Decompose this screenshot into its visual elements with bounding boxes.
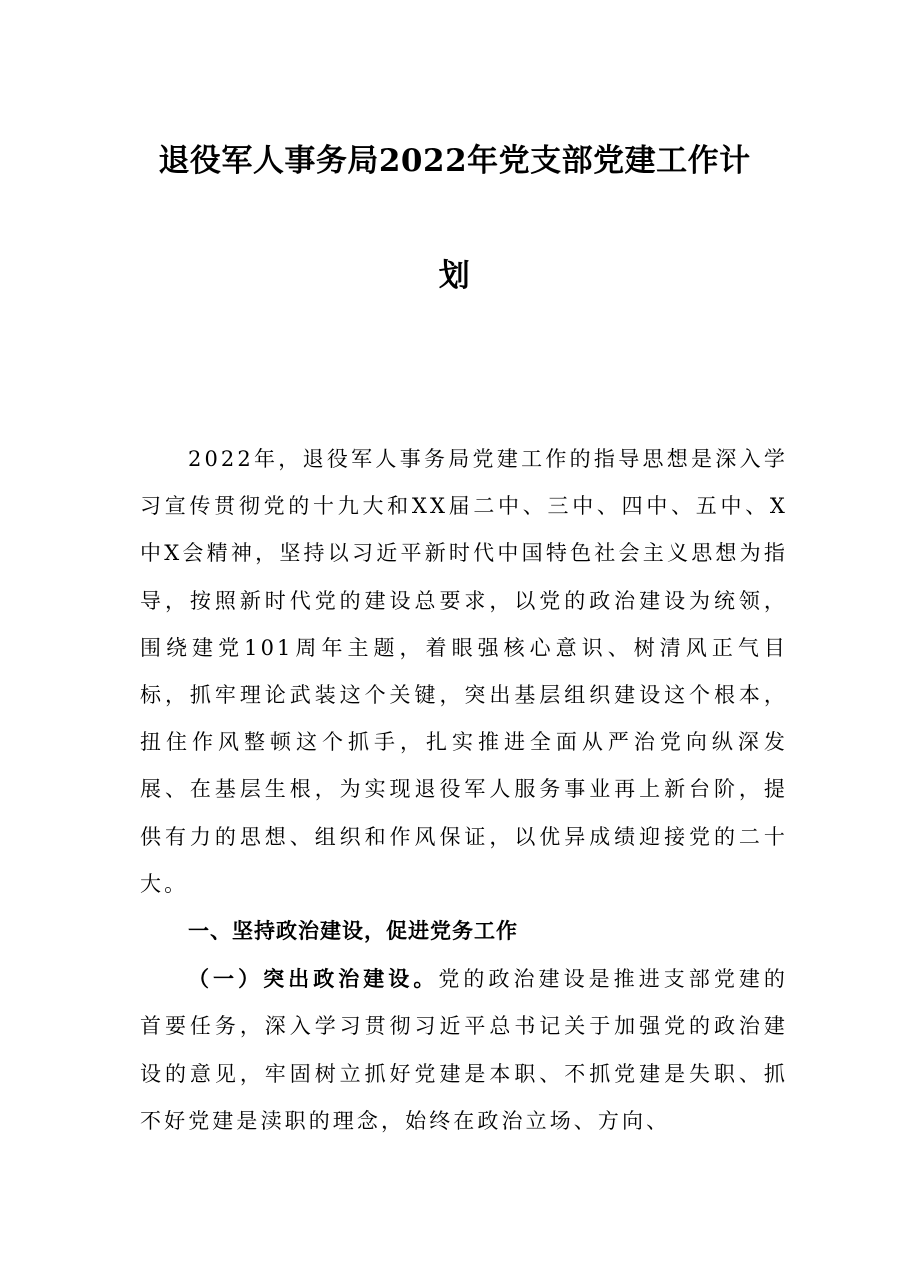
document-title-line-1: 退役军人事务局2022年党支部党建工作计 [158, 143, 751, 179]
document-body [140, 436, 788, 1145]
intro-paragraph: 2022年，退役军人事务局党建工作的指导思想是深入学习宣传贯彻党的十九大和XX届二中、三中、四中、五中、X中X会精神，坚持以习近平新时代中国特色社会主义思想为指导，按照新时代党的建设总要求，以党的政治建设为统领，围绕建党101周年主题，着眼强核心意识、树清风正气目标，抓牢理论武装这个关键，突出基层组织建设这个根本，扭住作风整顿这个抓手，扎实推进全面从严治党向纵深发展、在基层生根，为实现退役军人服务事业再上新台阶，提供有力的思想、组织和作风保证，以优异成绩迎接党的二十大。 [140, 447, 788, 896]
subsection-text-1: 党的政治建设是推进支部党建的首要任务，深入学习贯彻习近平总书记关于加强党的政治建设的意见，牢固树立抓好党建是本职、不抓党建是失职、抓不好党建是渎职的理念，始终在政治立场、方向、 [140, 967, 788, 1133]
subsection-heading-1: （一）突出政治建设。 [188, 966, 439, 992]
subsection-paragraph-1 [140, 955, 788, 1145]
section-heading-1: 一、坚持政治建设，促进党务工作 [188, 919, 518, 944]
document-title-line-2: 划 [438, 258, 471, 294]
